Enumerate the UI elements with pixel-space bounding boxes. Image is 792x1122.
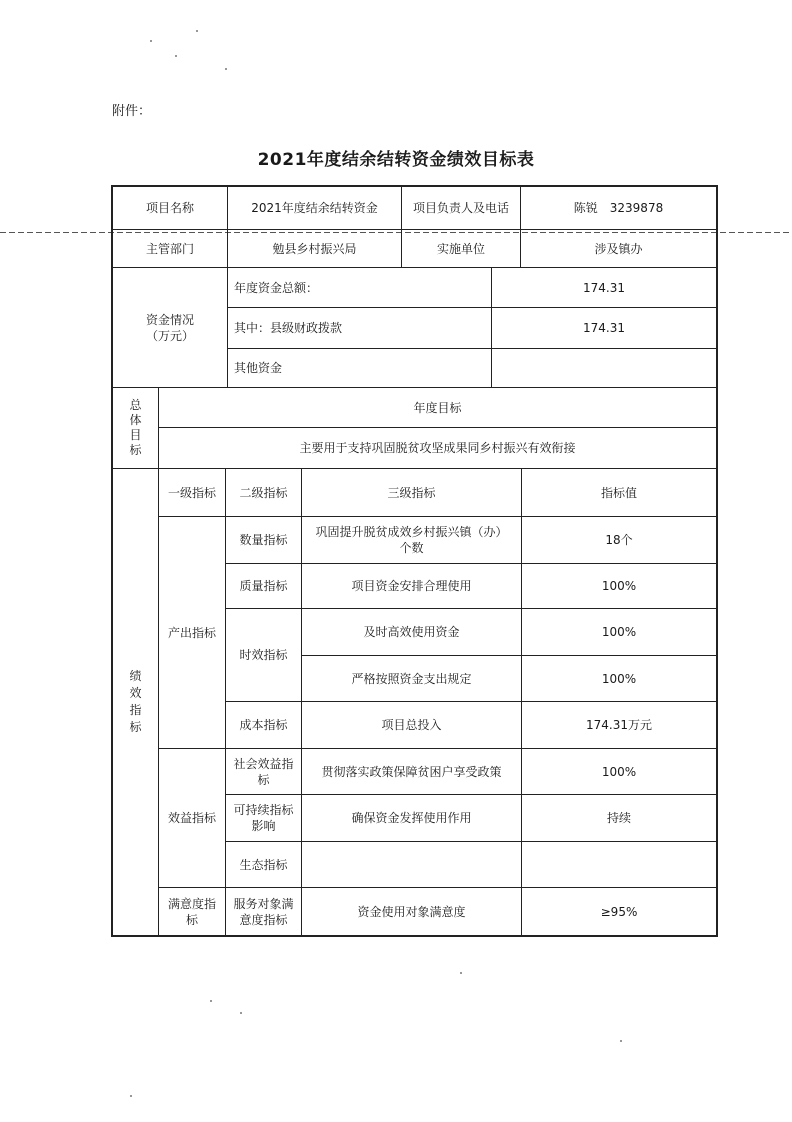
level3-row-4: 严格按照资金支出规定 <box>351 671 472 686</box>
attachment-label: 附件： <box>112 104 152 119</box>
level1-benefit: 效益指标 <box>167 811 216 825</box>
annual-goal-text: 主要用于支持巩固脱贫攻坚成果同乡村振兴有效衔接 <box>299 441 576 455</box>
funds-county-label: 其中：县级财政拨款 <box>234 321 343 335</box>
level3-row-1: 巩固提升脱贫成效乡村振兴镇（办）个数 <box>315 525 508 555</box>
level3-row-6: 贯彻落实政策保障贫困户享受政策 <box>321 764 502 779</box>
level1-satisfaction: 满意度指标 <box>167 896 216 927</box>
funds-county-value: 174.31 <box>583 321 625 335</box>
value-row-7: 持续 <box>606 811 631 825</box>
value-row-5: 174.31万元 <box>586 718 652 732</box>
document-title: 2021年度结余结转资金绩效目标表 <box>257 150 535 170</box>
value-row-2: 100% <box>601 579 637 593</box>
value-row-4: 100% <box>601 671 637 686</box>
level3-row-5: 项目总投入 <box>381 718 442 732</box>
col-header-level3: 三级指标 <box>387 485 436 500</box>
level3-row-3: 及时高效使用资金 <box>363 625 460 639</box>
level2-sustain: 可持续指标影响 <box>233 803 294 833</box>
project-name-label: 项目名称 <box>145 201 194 215</box>
level2-quantity: 数量指标 <box>239 533 288 547</box>
value-row-8 <box>522 842 716 887</box>
value-row-1: 18个 <box>605 533 633 547</box>
impl-value: 涉及镇办 <box>594 241 643 256</box>
level3-row-7: 确保资金发挥使用作用 <box>351 811 472 825</box>
level2-eco: 生态指标 <box>239 857 288 872</box>
funds-other-label: 其他资金 <box>234 361 283 375</box>
level2-quality: 质量指标 <box>239 579 288 593</box>
col-header-value: 指标值 <box>600 485 637 500</box>
col-header-level1: 一级指标 <box>167 485 216 500</box>
level2-timeliness: 时效指标 <box>239 648 288 662</box>
funds-total-label: 年度资金总额： <box>234 280 319 295</box>
impl-label: 实施单位 <box>436 241 485 256</box>
value-row-9: ≥95% <box>600 904 638 919</box>
funds-label: 资金情况 （万元） <box>145 312 194 343</box>
contact-value: 陈锐 3239878 <box>573 201 664 215</box>
level2-service: 服务对象满意度指标 <box>233 896 294 927</box>
funds-total-value: 174.31 <box>583 280 625 295</box>
level2-social: 社会效益指标 <box>233 756 294 787</box>
level2-cost: 成本指标 <box>239 718 288 732</box>
level3-row-2: 项目资金安排合理使用 <box>351 579 472 593</box>
overall-goal-label: 总体目标 <box>129 398 142 457</box>
contact-label: 项目负责人及电话 <box>412 201 509 215</box>
col-header-level2: 二级指标 <box>239 485 288 500</box>
performance-indicators-label: 绩效指标 <box>129 669 142 734</box>
dept-value: 勉县乡村振兴局 <box>272 241 357 256</box>
dept-label: 主管部门 <box>145 241 194 256</box>
level3-row-8 <box>302 842 521 887</box>
project-name-value: 2021年度结余结转资金 <box>251 201 378 215</box>
value-row-6: 100% <box>601 764 637 779</box>
level3-row-9: 资金使用对象满意度 <box>357 904 466 919</box>
performance-target-table <box>111 185 718 937</box>
annual-goal-header: 年度目标 <box>413 400 462 415</box>
level1-output: 产出指标 <box>167 625 216 640</box>
value-row-3: 100% <box>601 625 637 639</box>
funds-other-value <box>492 349 716 387</box>
